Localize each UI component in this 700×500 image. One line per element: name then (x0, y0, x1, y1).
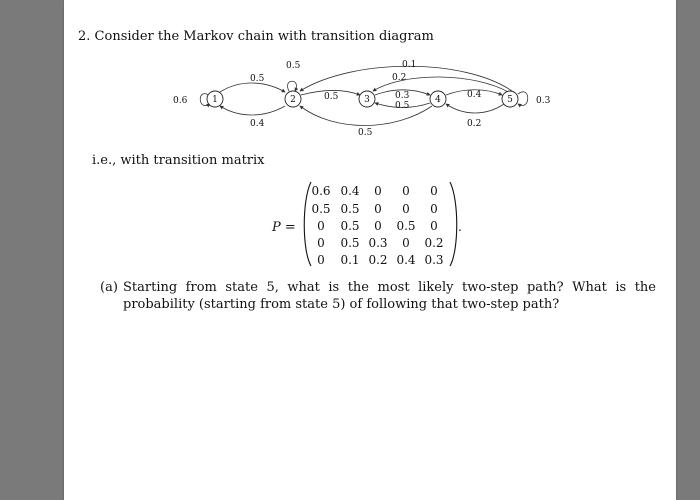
matrix-intro-text: i.e., with transition matrix (92, 153, 265, 168)
label-5-4: 0.2 (467, 119, 482, 129)
matrix-cell-1-5: 0 (430, 184, 438, 198)
part-a-text: Starting from state 5, what is the most likely two-step path? What is the probability (starting from state 5) of following that two-step path? (123, 280, 656, 312)
matrix-cell-2-1: 0.5 (311, 202, 331, 216)
matrix-cell-3-1: 0 (317, 219, 325, 233)
matrix-row-3 (317, 219, 438, 233)
matrix-cell-1-2: 0.4 (340, 184, 360, 198)
label-4-3: 0.5 (395, 101, 410, 111)
matrix-cell-5-5: 0.3 (424, 253, 444, 267)
paper-page (64, 0, 676, 500)
matrix-cell-2-3: 0 (374, 202, 382, 216)
label-5-3: 0.2 (392, 73, 407, 83)
state-label-4: 4 (435, 95, 441, 105)
matrix-cell-3-2: 0.5 (340, 219, 360, 233)
matrix-row-2 (311, 202, 437, 216)
label-2-1: 0.4 (250, 119, 265, 129)
matrix-cell-5-3: 0.2 (368, 253, 388, 267)
matrix-cell-1-1: 0.6 (311, 184, 331, 198)
label-self-5: 0.3 (536, 96, 551, 106)
state-label-1: 1 (212, 95, 218, 105)
state-label-3: 3 (364, 95, 370, 105)
transition-matrix (64, 0, 676, 300)
matrix-cell-2-4: 0 (402, 202, 410, 216)
matrix-cell-4-5: 0.2 (424, 236, 444, 250)
label-4-5: 0.4 (467, 90, 482, 100)
label-2-3: 0.5 (324, 92, 339, 102)
part-a-label: (a) (100, 280, 118, 295)
label-self-2: 0.5 (286, 61, 301, 71)
matrix-cell-2-2: 0.5 (340, 202, 360, 216)
matrix-cell-1-3: 0 (374, 184, 382, 198)
matrix-cell-4-4: 0 (402, 236, 410, 250)
matrix-cell-4-1: 0 (317, 236, 325, 250)
label-3-2: 0.5 (358, 128, 373, 138)
matrix-row-5 (317, 253, 443, 267)
matrix-cell-4-3: 0.3 (368, 236, 388, 250)
matrix-cell-4-2: 0.5 (340, 236, 360, 250)
question-part-a (100, 279, 656, 313)
matrix-cell-3-5: 0 (430, 219, 438, 233)
label-5-2: 0.1 (402, 60, 417, 70)
label-1-2: 0.5 (250, 74, 265, 84)
matrix-cell-2-5: 0 (430, 202, 438, 216)
matrix-row-1 (311, 184, 437, 198)
matrix-row-4 (317, 236, 443, 250)
state-label-2: 2 (290, 95, 296, 105)
matrix-terminator: . (458, 220, 462, 234)
matrix-cell-3-3: 0 (374, 219, 382, 233)
question-text: Consider the Markov chain with transition diagram (94, 29, 434, 44)
label-3-4: 0.3 (395, 91, 410, 101)
matrix-label: P = (272, 220, 296, 235)
matrix-cell-5-1: 0 (317, 253, 325, 267)
matrix-cell-5-2: 0.1 (340, 253, 360, 267)
state-label-5: 5 (507, 95, 513, 105)
question-number: 2. (78, 29, 91, 44)
matrix-cell-5-4: 0.4 (396, 253, 416, 267)
matrix-cell-1-4: 0 (402, 184, 410, 198)
matrix-right-paren (450, 182, 457, 266)
matrix-cell-3-4: 0.5 (396, 219, 416, 233)
label-self-1: 0.6 (173, 96, 188, 106)
matrix-left-paren (304, 182, 311, 266)
